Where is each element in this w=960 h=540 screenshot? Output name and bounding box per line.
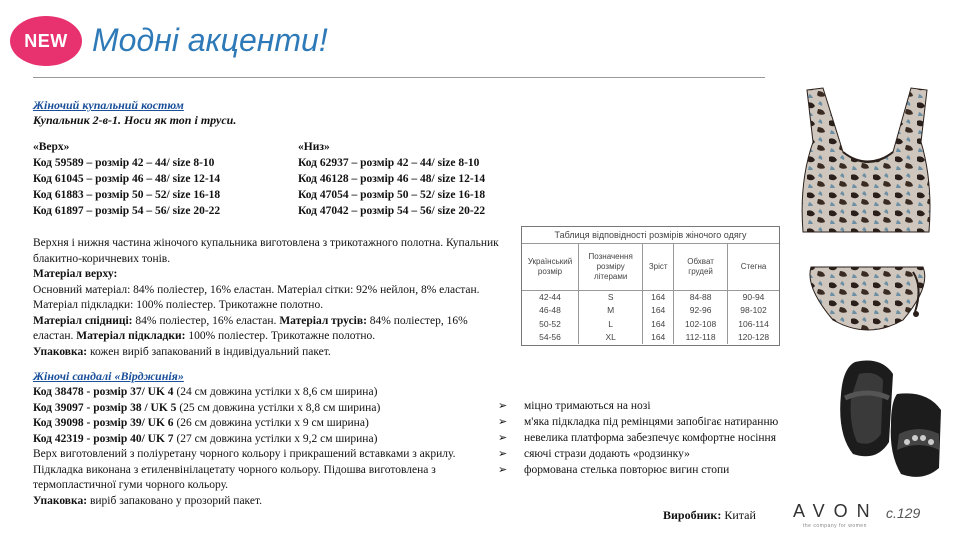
top-code: Код 59589 – розмір 42 – 44/ size 8-10 bbox=[33, 157, 215, 169]
swimsuit-packaging: Упаковка: кожен виріб запакований в індивідуальний пакет. bbox=[33, 345, 331, 358]
size-table-caption: Таблиця відповідності розмірів жіночого одягу bbox=[522, 227, 779, 244]
sandal-code: Код 39098 - розмір 39/ UK 6 (26 см довжина устілки х 9 см ширина) bbox=[33, 417, 369, 429]
size-table bbox=[521, 226, 780, 346]
sandals-title: Жіночі сандалі «Вірджинія» bbox=[33, 369, 184, 383]
size-cell: 84-88 bbox=[674, 290, 728, 304]
feature-list bbox=[498, 398, 778, 478]
size-row bbox=[522, 304, 779, 318]
arrow-bullet-icon: ➢ bbox=[498, 400, 508, 412]
arrow-bullet-icon: ➢ bbox=[498, 448, 508, 460]
arrow-bullet-icon: ➢ bbox=[498, 464, 508, 476]
title-divider bbox=[33, 77, 765, 78]
bottom-code: Код 47054 – розмір 50 – 52/ size 16-18 bbox=[298, 189, 486, 201]
top-codes bbox=[33, 139, 220, 219]
sandals-packaging: Упаковка: виріб запаковано у прозорий пакет. bbox=[33, 494, 262, 507]
swimsuit-description bbox=[33, 236, 503, 360]
sandals-info bbox=[33, 385, 483, 509]
sandal-code: Код 38478 - розмір 37/ UK 4 (24 см довжина устілки х 8,6 см ширина) bbox=[33, 386, 378, 398]
size-header: Позначення розміру літерами bbox=[579, 244, 643, 290]
bottom-code: Код 46128 – розмір 46 – 48/ size 12-14 bbox=[298, 173, 486, 185]
top-code: Код 61045 – розмір 46 – 48/ size 12-14 bbox=[33, 173, 221, 185]
size-cell: S bbox=[579, 290, 643, 304]
size-cell: 164 bbox=[643, 331, 674, 345]
size-row bbox=[522, 290, 779, 304]
top-code: Код 61883 – розмір 50 – 52/ size 16-18 bbox=[33, 189, 221, 201]
size-cell: 120-128 bbox=[737, 332, 770, 343]
swimsuit-subtitle: Купальник 2-в-1. Носи як топ і труси. bbox=[33, 113, 237, 127]
size-cell: 98-102 bbox=[740, 305, 767, 316]
size-cell: 106-114 bbox=[738, 318, 769, 329]
size-header: Стегна bbox=[728, 244, 779, 290]
size-cell: 164 bbox=[643, 304, 674, 318]
size-cell: 54-56 bbox=[522, 331, 579, 345]
feature-item: ➢ м'яка підкладка під ремінцями запобігає натиранню bbox=[498, 416, 779, 428]
size-header: Зріст bbox=[643, 244, 674, 290]
avon-logo: AVON bbox=[793, 501, 879, 521]
arrow-bullet-icon: ➢ bbox=[498, 432, 508, 444]
size-cell: 164 bbox=[643, 317, 674, 331]
size-cell: 46-48 bbox=[522, 304, 579, 318]
size-row bbox=[522, 317, 779, 331]
material-top: Матеріал верху: bbox=[33, 268, 118, 280]
swimsuit-title: Жіночий купальний костюм bbox=[33, 98, 184, 112]
size-header: Український розмір bbox=[522, 244, 579, 290]
sandals-image bbox=[815, 354, 955, 484]
feature-item: ➢ невелика платформа забезпечує комфортне носіння bbox=[498, 432, 777, 444]
swimsuit-image bbox=[783, 82, 953, 344]
bottom-heading: «Низ» bbox=[298, 141, 330, 153]
size-cell: 50-52 bbox=[522, 317, 579, 331]
size-cell: 42-44 bbox=[522, 290, 579, 304]
size-cell: 112-118 bbox=[674, 331, 728, 345]
feature-item: ➢ міцно тримаються на нозі bbox=[498, 400, 651, 412]
bottom-codes bbox=[298, 139, 485, 219]
size-cell: XL bbox=[579, 331, 643, 345]
bottom-code: Код 47042 – розмір 54 – 56/ size 20-22 bbox=[298, 205, 486, 217]
size-cell: 92-96 bbox=[674, 304, 728, 318]
material-top-text: Основний матеріал: 84% поліестер, 16% еластан. Матеріал сітки: 92% нейлон, 8% еластан. Матеріал підкладки: 100% поліестер. Трикотажне полотно. bbox=[33, 283, 480, 311]
avon-tagline: the company for women bbox=[803, 523, 867, 529]
new-badge: NEW bbox=[10, 16, 82, 66]
feature-item: ➢ формована стелька повторює вигин стопи bbox=[498, 464, 730, 476]
size-cell: L bbox=[579, 317, 643, 331]
size-cell: 164 bbox=[643, 290, 674, 304]
page-number: с.129 bbox=[886, 505, 921, 521]
size-cell: 90-94 bbox=[742, 292, 765, 302]
sandals-description: Верх виготовлений з поліуретану чорного кольору і прикрашений вставками з акрилу. Підкладка виконана з етиленвінілацетату чорного кольору. Підошва виготовлена з термопластичної гуми чорного кольору. bbox=[33, 448, 456, 491]
size-cell: 102-108 bbox=[674, 317, 728, 331]
size-cell: M bbox=[579, 304, 643, 318]
bottom-code: Код 62937 – розмір 42 – 44/ size 8-10 bbox=[298, 157, 480, 169]
swimsuit-desc-text: Верхня і нижня частина жіночого купальника виготовлена з трикотажного полотна. Купальник блакитно-коричневих тонів. bbox=[33, 237, 499, 265]
sandal-code: Код 39097 - розмір 38 / UK 5 (25 см довжина устілки х 8,8 см ширина) bbox=[33, 401, 381, 414]
top-heading: «Верх» bbox=[33, 141, 70, 153]
size-row bbox=[522, 331, 779, 345]
feature-item: ➢ сяючі стрази додають «родзинку» bbox=[498, 448, 690, 460]
arrow-bullet-icon: ➢ bbox=[498, 416, 508, 428]
manufacturer: Виробник: Китай bbox=[663, 508, 756, 522]
size-header: Обхват грудей bbox=[674, 244, 728, 290]
page-title: Модні акценти! bbox=[92, 22, 328, 58]
top-code: Код 61897 – розмір 54 – 56/ size 20-22 bbox=[33, 205, 221, 217]
sandal-code: Код 42319 - розмір 40/ UK 7 (27 см довжина устілки х 9,2 см ширина) bbox=[33, 432, 378, 445]
material-skirt-trunks: Матеріал спідниці: 84% поліестер, 16% еластан. Матеріал трусів: 84% поліестер, 16% еластан. Матеріал підкладки: 100% поліестер. Трикотажне полотно. bbox=[33, 314, 468, 342]
